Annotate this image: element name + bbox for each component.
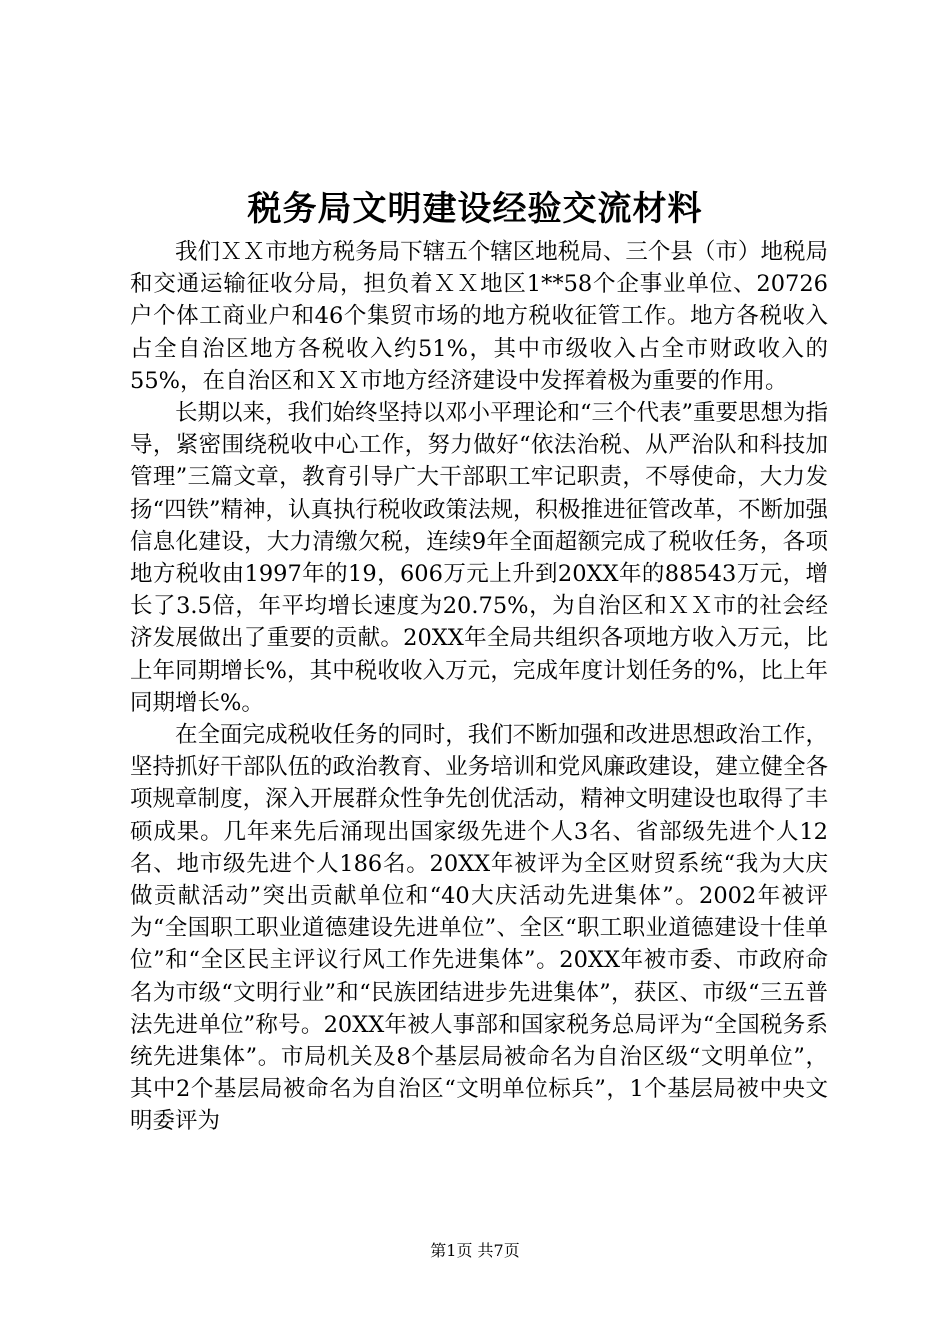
page-number-footer: 第1页 共7页 (430, 1241, 520, 1260)
document-title: 税务局文明建设经验交流材料 (247, 189, 703, 229)
paragraph-2: 长期以来，我们始终坚持以邓小平理论和“三个代表”重要思想为指导，紧密围绕税收中心工作，努力做好“依法治税、从严治队和科技加管理”三篇文章，教育引导广大干部职工牢记职责，不辱使命，大力发扬“四铁”精神，认真执行税收政策法规，积极推进征管改革，不断加强信息化建设，大力清缴欠税，连续9年全面超额完成了税收任务，各项地方税收由1997年的19，606万元上升到20XX年的88543万元，增长了3.5倍，年平均增长速度为20.75%，为自治区和ＸＸ市的社会经济发展做出了重要的贡献。20XX年全局共组织各项地方收入万元，比上年同期增长%，其中税收收入万元，完成年度计划任务的%，比上年同期增长%。 (130, 400, 829, 716)
document-body (130, 236, 828, 1138)
paragraph-1: 我们ＸＸ市地方税务局下辖五个辖区地税局、三个县（市）地税局和交通运输征收分局，担负着ＸＸ地区1**58个企事业单位、20726户个体工商业户和46个集贸市场的地方税收征管工作。地方各税收入占全自治区地方各税收入约51%，其中市级收入占全市财政收入的55%，在自治区和ＸＸ市地方经济建设中发挥着极为重要的作用。 (130, 239, 828, 394)
paragraph-3: 在全面完成税收任务的同时，我们不断加强和改进思想政治工作，坚持抓好干部队伍的政治教育、业务培训和党风廉政建设，建立健全各项规章制度，深入开展群众性争先创优活动，精神文明建设也取得了丰硕成果。几年来先后涌现出国家级先进个人3名、省部级先进个人12名、地市级先进个人186名。20XX年被评为全区财贸系统“我为大庆做贡献活动”突出贡献单位和“40大庆活动先进集体”。2002年被评为“全国职工职业道德建设先进单位”、全区“职工职业道德建设十佳单位”和“全区民主评议行风工作先进集体”。20XX年被市委、市政府命名为市级“文明行业”和“民族团结进步先进集体”，获区、市级“三五普法先进单位”称号。20XX年被人事部和国家税务总局评为“全国税务系统先进集体”。市局机关及8个基层局被命名为自治区级“文明单位”，其中2个基层局被命名为自治区“文明单位标兵”，1个基层局被中央文明委评为 (130, 722, 828, 1135)
